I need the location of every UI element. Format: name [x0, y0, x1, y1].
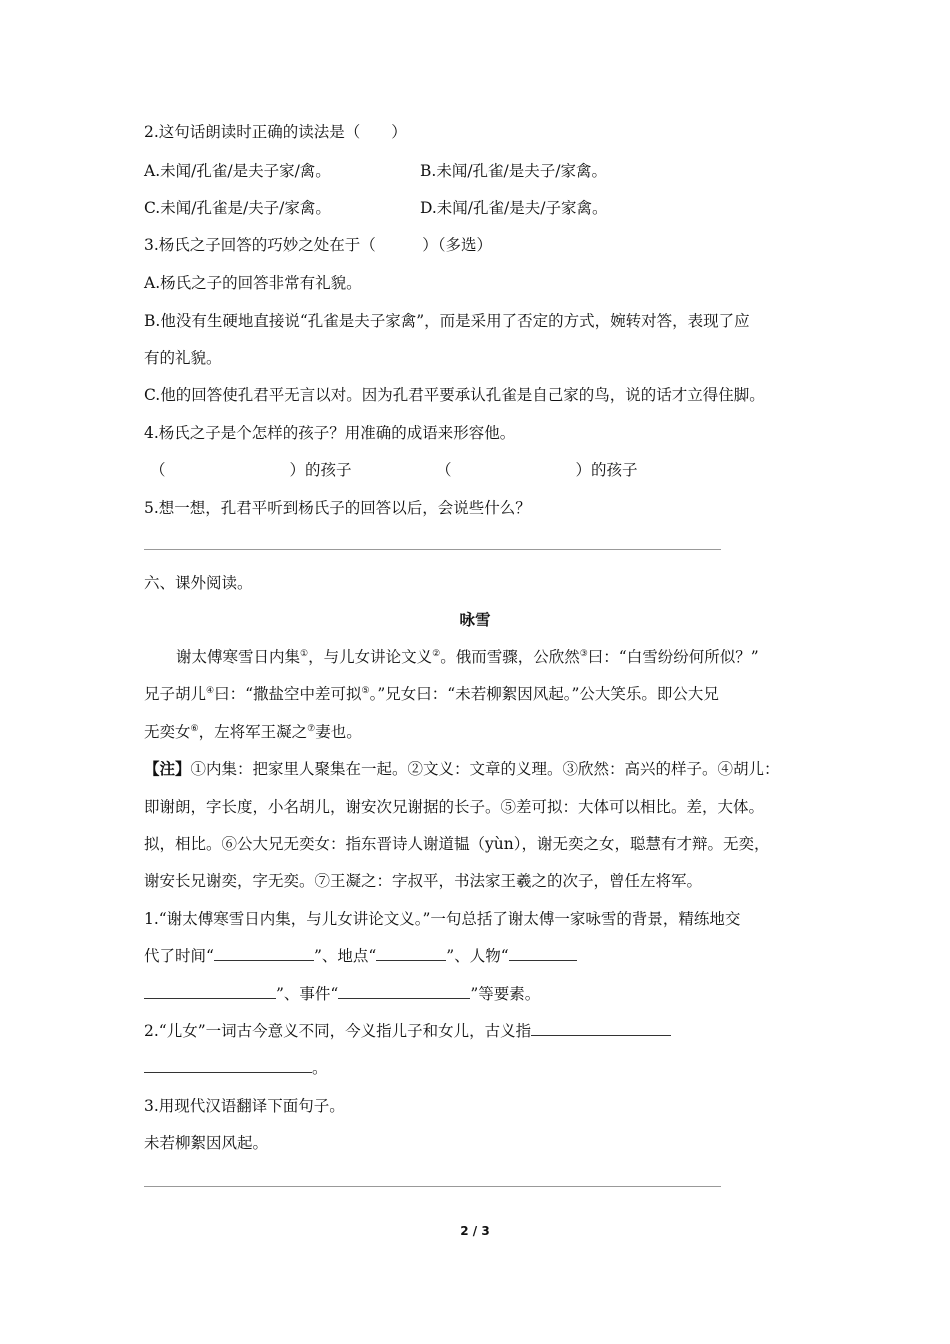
page-number: 2 / 3	[460, 1224, 490, 1238]
people-blank[interactable]	[509, 946, 577, 961]
q3-option-b-line2: 有的礼貌。	[144, 349, 222, 367]
footnote-ref: ⑥	[190, 723, 199, 734]
q4-blank-left: （ ）的孩子	[150, 461, 352, 479]
q2-option-b: B.未闻/孔雀/是夫子/家禽。	[420, 162, 607, 180]
q3-option-a: A.杨氏之子的回答非常有礼貌。	[144, 274, 362, 292]
note-line-1: 【注】①内集：把家里人聚集在一起。②文义：文章的义理。③欣然：高兴的样子。④胡儿：	[144, 759, 780, 778]
q2-stem: 2.这句话朗读时正确的读法是（ ）	[144, 123, 407, 141]
time-blank[interactable]	[214, 946, 314, 961]
q4-blank-right: （ ）的孩子	[436, 461, 638, 479]
r3-answer-line	[144, 1186, 721, 1187]
r1-line-3: ”、事件“ ”等要素。	[144, 983, 540, 1005]
r3-stem: 3.用现代汉语翻译下面句子。	[144, 1097, 345, 1115]
note-line-2: 即谢朗，字长度，小名胡儿，谢安次兄谢据的长子。⑤差可拟：大体可以相比。差，大体。	[144, 798, 765, 816]
q2-option-a: A.未闻/孔雀/是夫子家/禽。	[144, 162, 331, 180]
passage-line-1: 谢太傅寒雪日内集①，与儿女讲论文义②。俄而雪骤，公欣然③曰：“白雪纷纷何所似？”	[176, 648, 759, 666]
footnote-ref: ①	[300, 648, 309, 659]
footnote-ref: ③	[579, 648, 588, 659]
ancient-meaning-blank[interactable]	[531, 1021, 671, 1036]
passage-line-3: 无奕女⑥，左将军王凝之⑦妻也。	[144, 723, 362, 741]
note-line-3: 拟，相比。⑥公大兄无奕女：指东晋诗人谢道韫（yùn），谢无奕之女，聪慧有才辩。无奕，	[144, 835, 770, 853]
footnote-ref: ⑦	[307, 723, 316, 734]
ancient-meaning-blank-cont[interactable]	[144, 1058, 312, 1073]
q3-option-c: C.他的回答使孔君平无言以对。因为孔君平要承认孔雀是自己家的鸟，说的话才立得住脚。	[144, 386, 765, 404]
event-blank[interactable]	[338, 984, 470, 999]
r3-sentence: 未若柳絮因风起。	[144, 1134, 269, 1152]
r1-line-1: 1.“谢太傅寒雪日内集，与儿女讲论文义。”一句总括了谢太傅一家咏雪的背景，精练地交	[144, 910, 741, 928]
note-label: 【注】	[144, 759, 191, 778]
r2-line-2: 。	[144, 1057, 328, 1079]
q5-stem: 5.想一想，孔君平听到杨氏子的回答以后，会说些什么？	[144, 499, 531, 517]
passage-line-2: 兄子胡儿④曰：“撒盐空中差可拟⑤。”兄女曰：“未若柳絮因风起。”公大笑乐。即公大兄	[144, 685, 719, 703]
q2-option-d: D.未闻/孔雀/是夫/子家禽。	[420, 199, 608, 217]
passage-title: 咏雪	[459, 611, 491, 629]
footnote-ref: ②	[432, 648, 441, 659]
footnote-ref: ⑤	[361, 685, 370, 696]
r1-line-2: 代了时间“ ”、地点“ ”、人物“	[144, 945, 577, 967]
q4-stem: 4.杨氏之子是个怎样的孩子？用准确的成语来形容他。	[144, 424, 516, 442]
r2-line-1: 2.“儿女”一词古今意义不同，今义指儿子和女儿，古义指	[144, 1020, 671, 1042]
place-blank[interactable]	[376, 946, 446, 961]
q5-answer-line	[144, 549, 721, 550]
q2-option-c: C.未闻/孔雀是/夫子/家禽。	[144, 199, 331, 217]
q3-stem: 3.杨氏之子回答的巧妙之处在于（ ）（多选）	[144, 236, 493, 254]
footnote-ref: ④	[206, 685, 215, 696]
people-blank-cont[interactable]	[144, 984, 276, 999]
note-line-4: 谢安长兄谢奕，字无奕。⑦王凝之：字叔平，书法家王羲之的次子，曾任左将军。	[144, 872, 703, 890]
section6-heading: 六、课外阅读。	[144, 574, 253, 592]
q3-option-b-line1: B.他没有生硬地直接说“孔雀是夫子家禽”，而是采用了否定的方式，婉转对答，表现了应	[144, 312, 750, 330]
